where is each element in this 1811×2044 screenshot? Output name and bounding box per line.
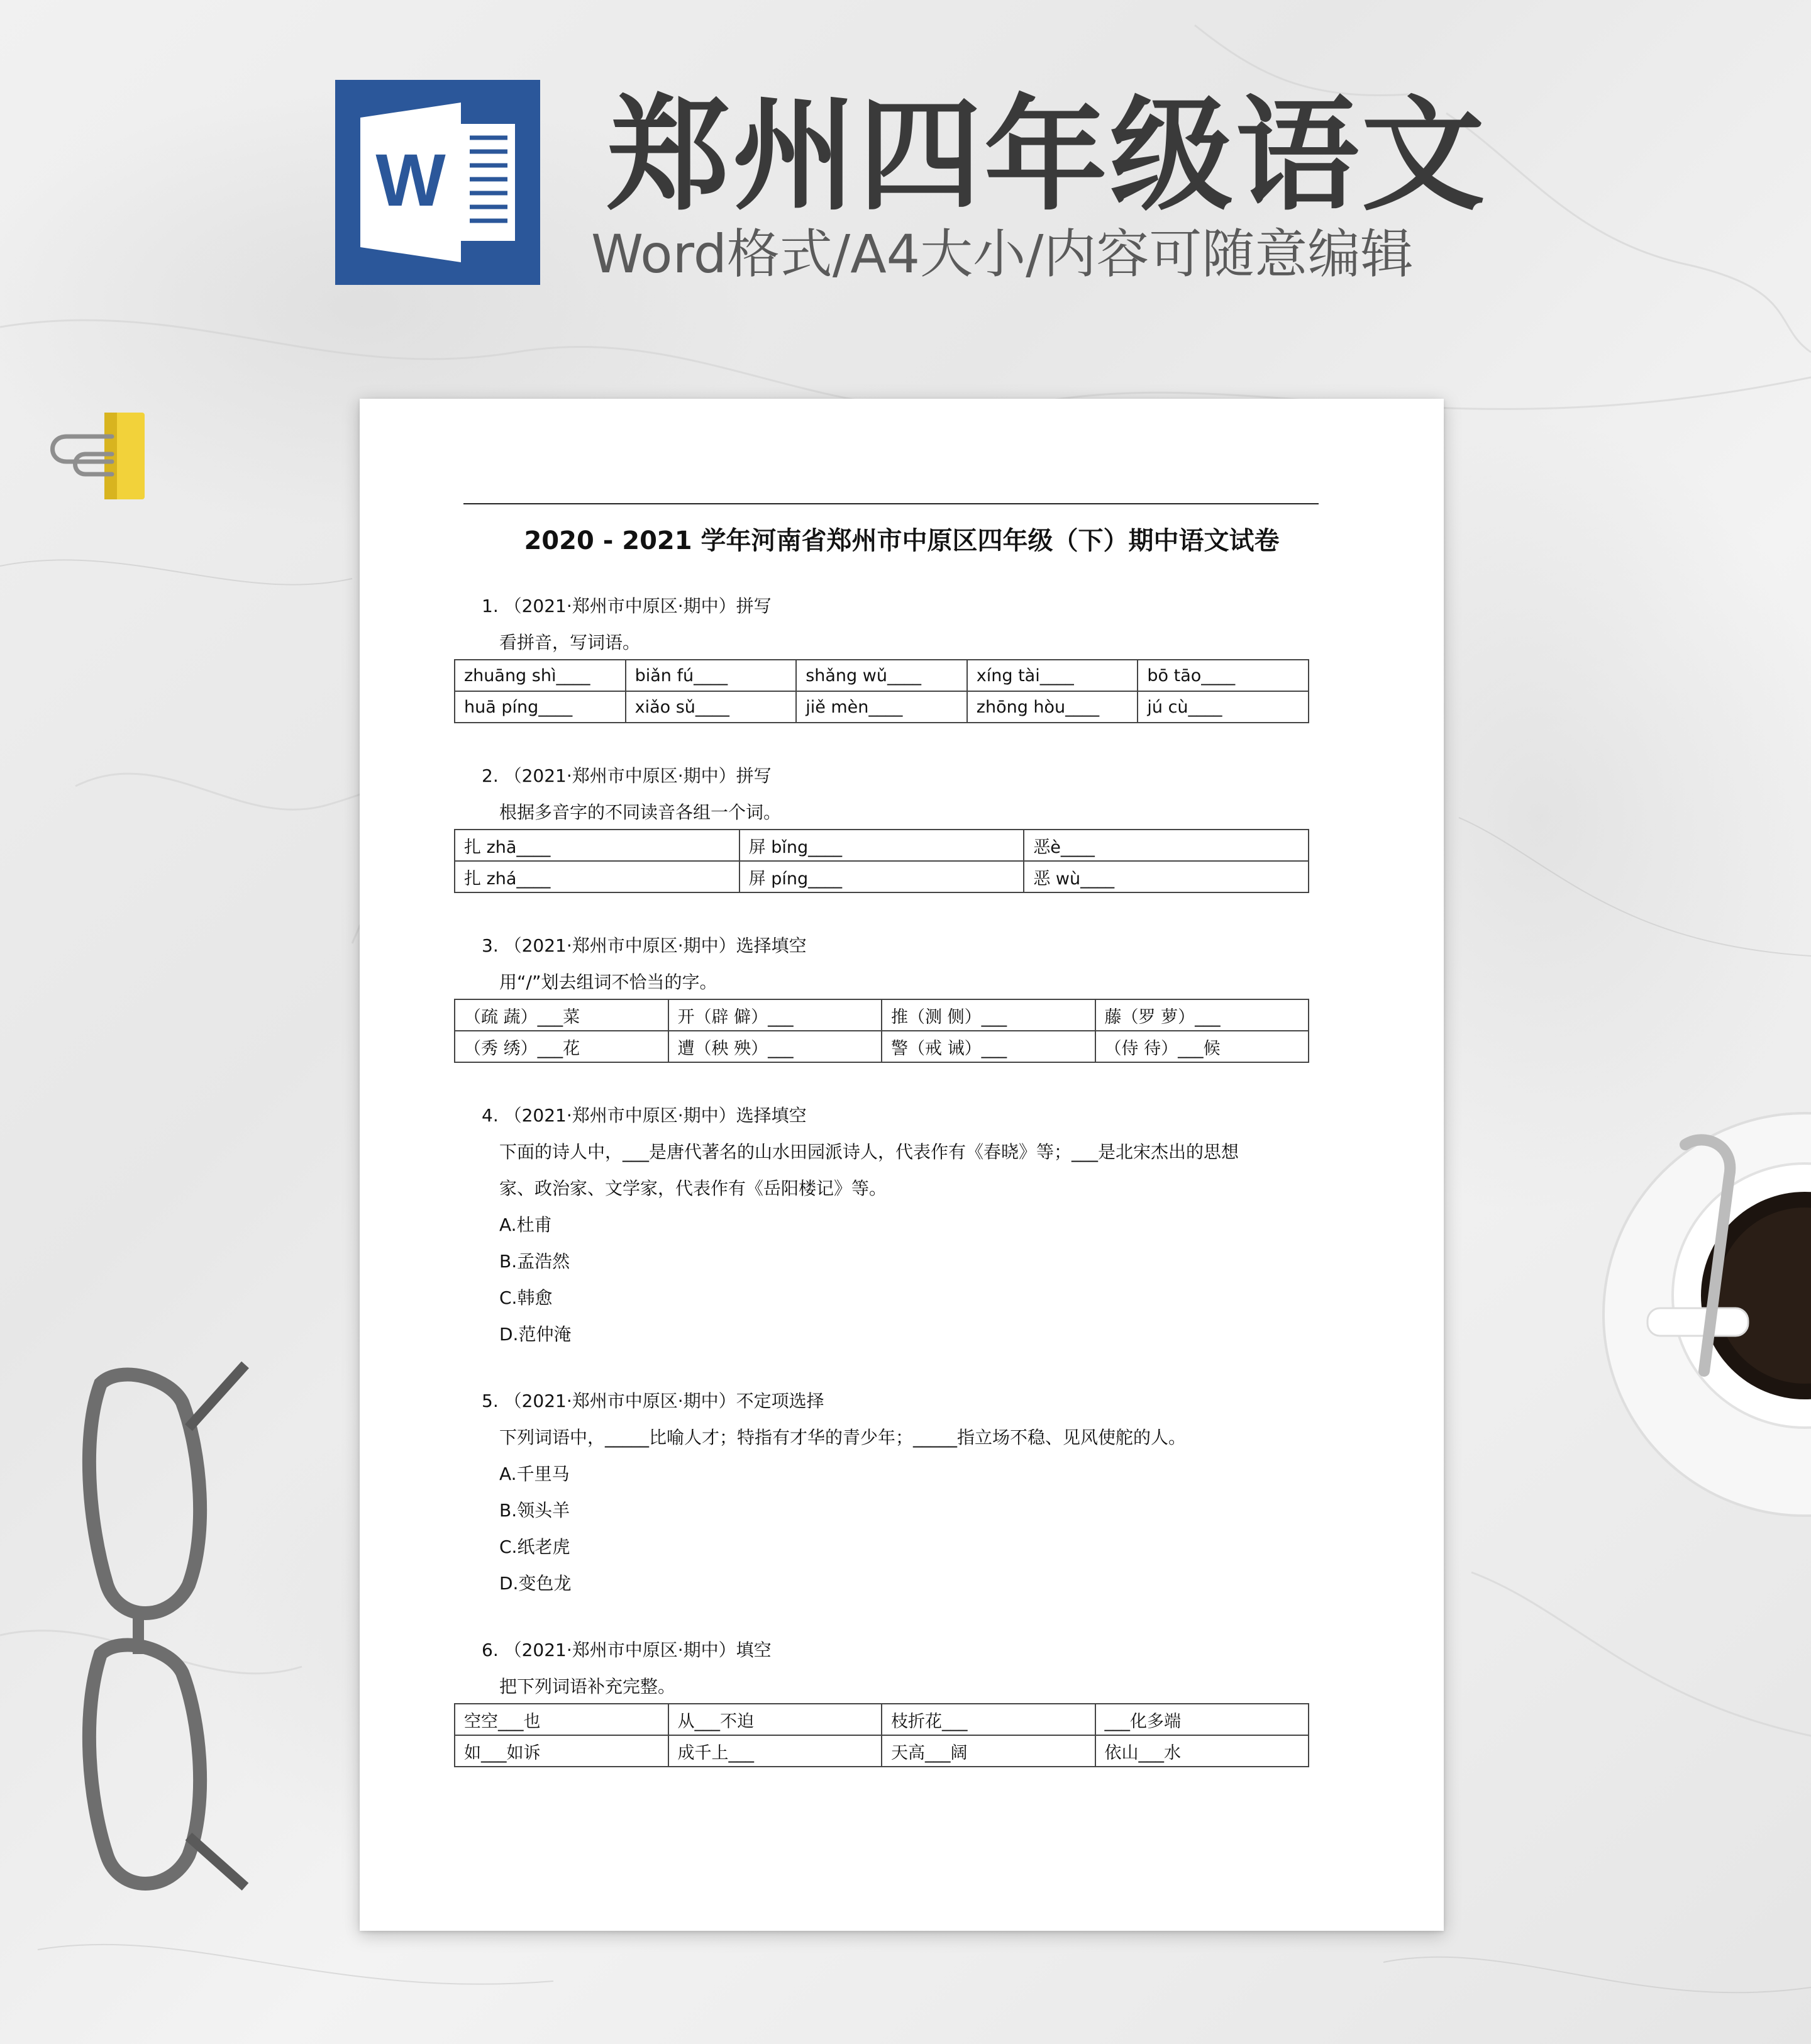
question-4-line-1: 下面的诗人中，___是唐代著名的山水田园派诗人，代表作有《春晓》等；___是北宋杰出的思想 [499, 1141, 1239, 1162]
table-cell[interactable]: 扎 zhā____ [455, 830, 739, 861]
question-2-heading: 2. （2021·郑州市中原区·期中）拼写 [482, 765, 772, 786]
header-title: 郑州四年级语文 [607, 84, 1488, 228]
question-3-instruction: 用“/”划去组词不恰当的字。 [499, 972, 717, 992]
question-4-option-b[interactable]: B.孟浩然 [499, 1251, 570, 1272]
document-title: 2020 - 2021 学年河南省郑州市中原区四年级（下）期中语文试卷 [524, 526, 1280, 555]
table-cell[interactable]: xíng tài____ [967, 660, 1138, 691]
question-6-table [454, 1703, 1309, 1767]
table-cell[interactable]: 天高___阔 [882, 1735, 1095, 1767]
word-logo-icon [335, 80, 540, 285]
question-2-table [454, 829, 1309, 893]
question-6-instruction: 把下列词语补充完整。 [499, 1676, 676, 1697]
table-cell[interactable]: zhuāng shì____ [455, 660, 626, 691]
question-4-option-a[interactable]: A.杜甫 [499, 1214, 552, 1235]
table-row [455, 1704, 1309, 1735]
table-cell[interactable]: huā píng____ [455, 691, 626, 723]
table-cell[interactable]: 开（辟 僻）___ [668, 999, 882, 1031]
table-row [455, 830, 1309, 861]
table-cell[interactable]: 枝折花___ [882, 1704, 1095, 1735]
table-cell[interactable]: biǎn fú____ [626, 660, 797, 691]
question-5-option-b[interactable]: B.领头羊 [499, 1500, 570, 1521]
svg-text:W: W [375, 139, 446, 222]
table-cell[interactable]: 屏 píng____ [739, 861, 1024, 892]
top-rule [463, 503, 1319, 504]
table-row [455, 1735, 1309, 1767]
question-5-option-a[interactable]: A.千里马 [499, 1464, 570, 1484]
binder-clip-icon [42, 409, 155, 503]
question-1-table [454, 659, 1309, 723]
table-cell[interactable]: （疏 蔬）___菜 [455, 999, 668, 1031]
question-1-instruction: 看拼音，写词语。 [499, 632, 641, 653]
question-5-line-1: 下列词语中，_____比喻人才；特指有才华的青少年；_____指立场不稳、见风使舵的人。 [499, 1427, 1187, 1448]
question-4-line-2: 家、政治家、文学家，代表作有《岳阳楼记》等。 [499, 1178, 887, 1199]
question-4-option-d[interactable]: D.范仲淹 [499, 1324, 572, 1345]
table-cell[interactable]: 遭（秧 殃）___ [668, 1031, 882, 1062]
table-cell[interactable]: 扎 zhá____ [455, 861, 739, 892]
coffee-cup-icon [1597, 1107, 1811, 1522]
table-cell[interactable]: zhōng hòu____ [967, 691, 1138, 723]
table-cell[interactable]: bō tāo____ [1138, 660, 1309, 691]
table-cell[interactable]: （侍 待）___候 [1095, 1031, 1309, 1062]
table-cell[interactable]: 推（测 侧）___ [882, 999, 1095, 1031]
table-cell[interactable]: 从___不迫 [668, 1704, 882, 1735]
question-3-heading: 3. （2021·郑州市中原区·期中）选择填空 [482, 935, 807, 956]
table-row [455, 1031, 1309, 1062]
table-cell[interactable]: 藤（罗 萝）___ [1095, 999, 1309, 1031]
table-cell[interactable]: 恶 wù____ [1024, 861, 1309, 892]
question-2-instruction: 根据多音字的不同读音各组一个词。 [499, 802, 782, 823]
question-6-heading: 6. （2021·郑州市中原区·期中）填空 [482, 1640, 772, 1660]
question-4-heading: 4. （2021·郑州市中原区·期中）选择填空 [482, 1105, 807, 1126]
table-row [455, 861, 1309, 892]
question-4-option-c[interactable]: C.韩愈 [499, 1287, 553, 1308]
table-row [455, 660, 1309, 691]
header-subtitle: Word格式/A4大小/内容可随意编辑 [591, 223, 1414, 285]
table-row [455, 999, 1309, 1031]
table-cell[interactable]: jiě mèn____ [796, 691, 967, 723]
document-page [360, 399, 1444, 1931]
table-cell[interactable]: 屏 bǐng____ [739, 830, 1024, 861]
table-cell[interactable]: 如___如诉 [455, 1735, 668, 1767]
table-cell[interactable]: 依山___水 [1095, 1735, 1309, 1767]
table-row [455, 691, 1309, 723]
table-cell[interactable]: 恶è____ [1024, 830, 1309, 861]
table-cell[interactable]: 警（戒 诫）___ [882, 1031, 1095, 1062]
table-cell[interactable]: 空空___也 [455, 1704, 668, 1735]
question-5-option-c[interactable]: C.纸老虎 [499, 1536, 570, 1557]
table-cell[interactable]: ___化多端 [1095, 1704, 1309, 1735]
table-cell[interactable]: （秀 绣）___花 [455, 1031, 668, 1062]
question-5-option-d[interactable]: D.变色龙 [499, 1573, 572, 1594]
table-cell[interactable]: shǎng wǔ____ [796, 660, 967, 691]
eyeglasses-icon [63, 1358, 252, 1899]
table-cell[interactable]: jú cù____ [1138, 691, 1309, 723]
question-3-table [454, 999, 1309, 1063]
table-cell[interactable]: xiǎo sǔ____ [626, 691, 797, 723]
table-cell[interactable]: 成千上___ [668, 1735, 882, 1767]
question-1-heading: 1. （2021·郑州市中原区·期中）拼写 [482, 596, 772, 616]
question-5-heading: 5. （2021·郑州市中原区·期中）不定项选择 [482, 1391, 824, 1411]
